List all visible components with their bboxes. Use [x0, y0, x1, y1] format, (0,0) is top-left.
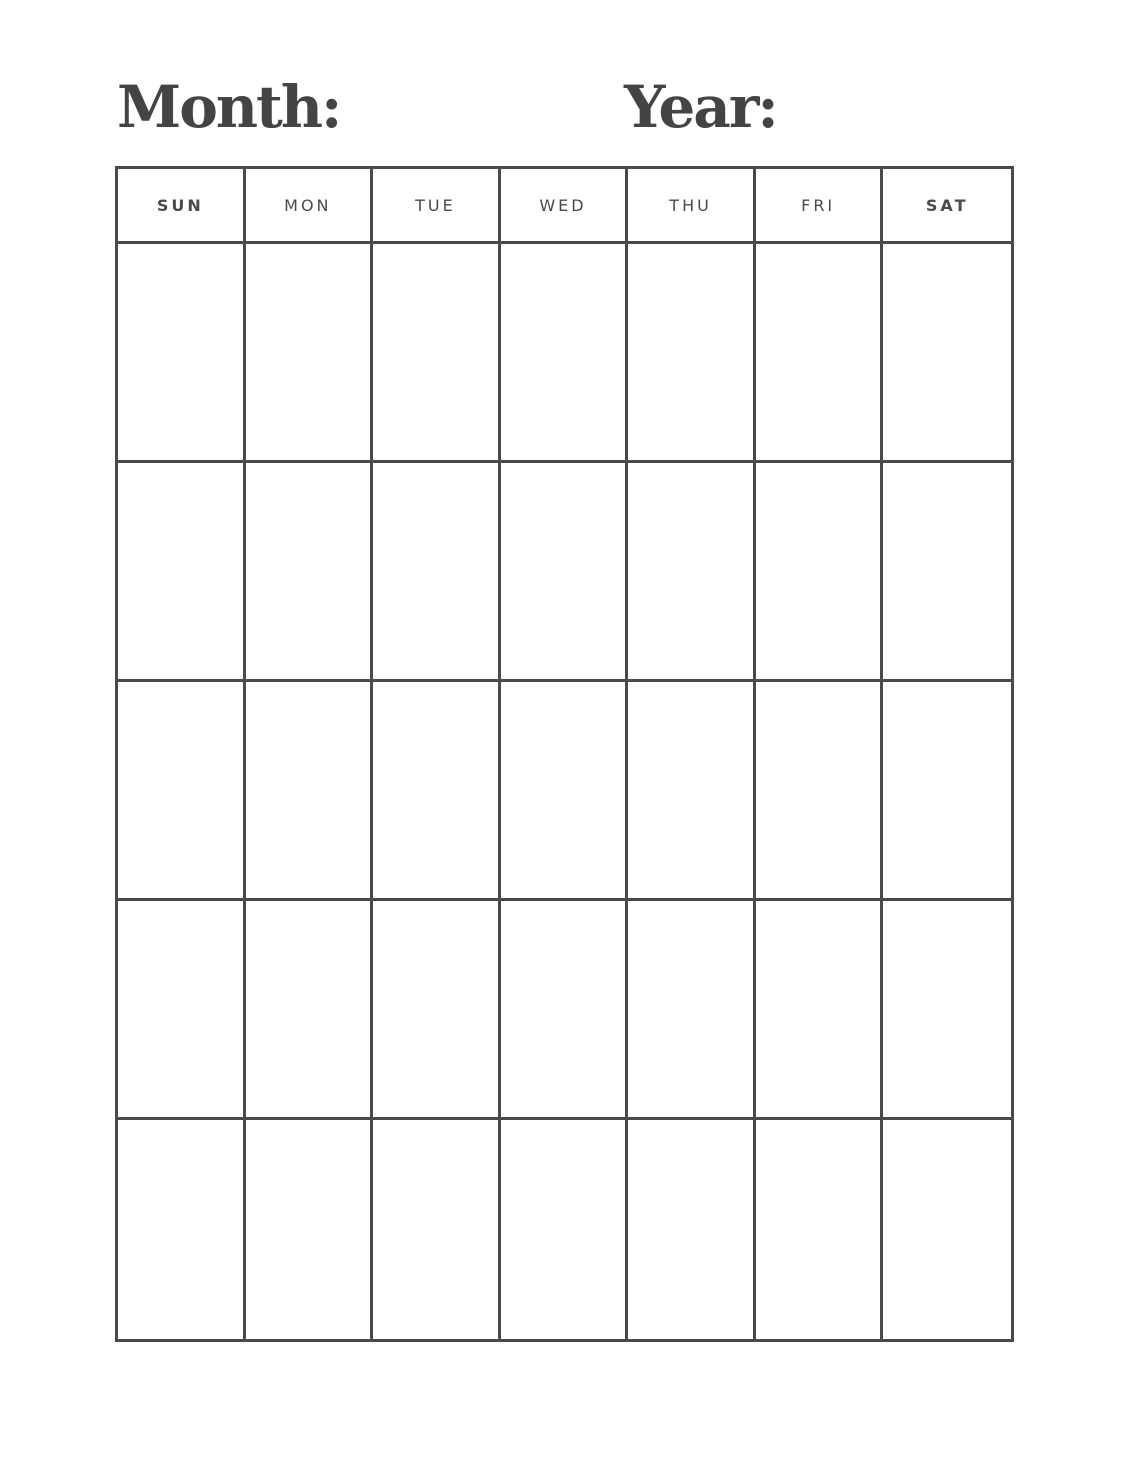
- day-cell: [118, 901, 246, 1120]
- month-label: Month:: [117, 73, 341, 141]
- day-cell: [883, 901, 1011, 1120]
- day-header-sat: SAT: [883, 169, 1011, 244]
- day-header-fri: FRI: [756, 169, 884, 244]
- day-cell: [883, 244, 1011, 463]
- day-cell: [118, 1120, 246, 1339]
- day-cell: [373, 244, 501, 463]
- day-cell: [373, 901, 501, 1120]
- day-header-tue: TUE: [373, 169, 501, 244]
- day-cell: [118, 463, 246, 682]
- day-header-mon: MON: [246, 169, 374, 244]
- day-cell: [756, 1120, 884, 1339]
- day-cell: [373, 682, 501, 901]
- day-cell: [501, 244, 629, 463]
- day-cell: [246, 463, 374, 682]
- day-cell: [246, 682, 374, 901]
- day-cell: [628, 901, 756, 1120]
- day-cell: [883, 682, 1011, 901]
- day-cell: [373, 463, 501, 682]
- day-cell: [501, 682, 629, 901]
- day-cell: [756, 463, 884, 682]
- day-header-sun: SUN: [118, 169, 246, 244]
- day-cell: [373, 1120, 501, 1339]
- day-cell: [246, 1120, 374, 1339]
- day-cell: [756, 244, 884, 463]
- day-cell: [756, 682, 884, 901]
- day-cell: [883, 463, 1011, 682]
- day-cell: [628, 463, 756, 682]
- day-cell: [628, 682, 756, 901]
- day-cell: [883, 1120, 1011, 1339]
- calendar-grid: [115, 166, 1014, 1342]
- day-header-wed: WED: [501, 169, 629, 244]
- day-cell: [501, 901, 629, 1120]
- day-cell: [246, 244, 374, 463]
- day-cell: [628, 244, 756, 463]
- day-cell: [756, 901, 884, 1120]
- day-cell: [501, 1120, 629, 1339]
- day-cell: [628, 1120, 756, 1339]
- day-cell: [118, 682, 246, 901]
- day-cell: [118, 244, 246, 463]
- day-cell: [501, 463, 629, 682]
- day-header-thu: THU: [628, 169, 756, 244]
- day-cell: [246, 901, 374, 1120]
- year-label: Year:: [624, 73, 777, 141]
